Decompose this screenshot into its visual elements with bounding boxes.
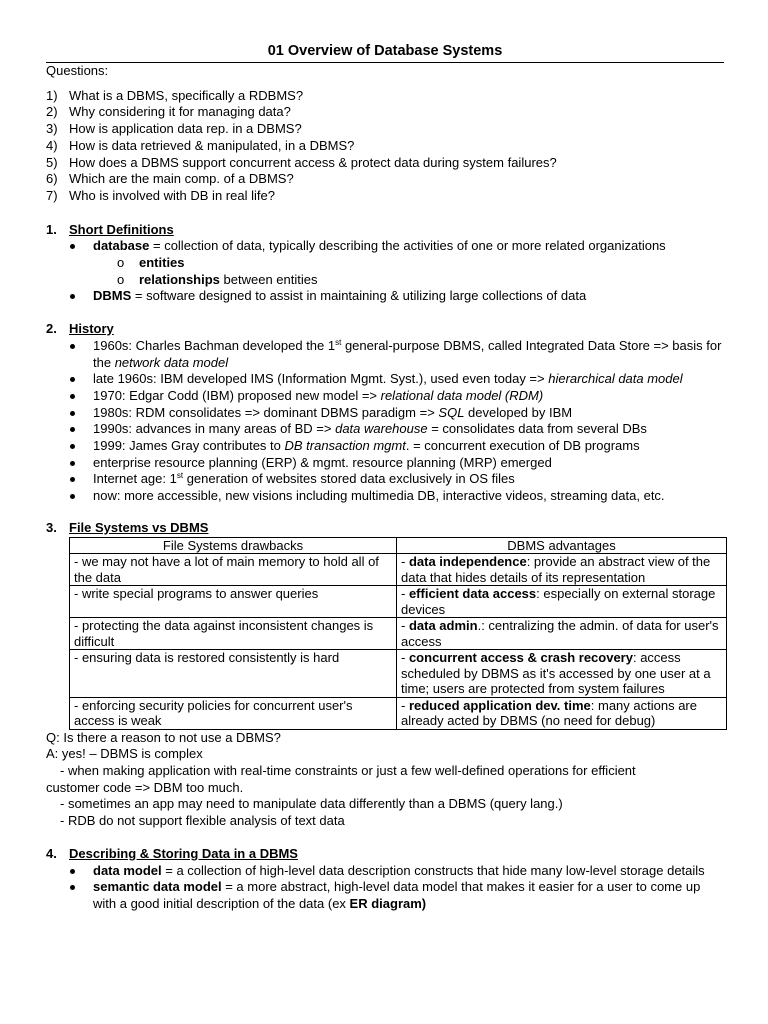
history-item	[46, 438, 726, 455]
section-describing-storing-data	[46, 846, 726, 913]
advantage-cell	[397, 650, 727, 698]
sub-bullet-text	[139, 255, 185, 270]
section-title: Describing & Storing Data in a DBMS	[69, 845, 298, 861]
question-number: 4)	[46, 137, 58, 153]
drawback-cell: - ensuring data is restored consistently is hard	[70, 650, 397, 698]
text-run: : access scheduled by DBMS as it's accessed by one user at a time; users are protected from system failures	[401, 650, 711, 697]
text-run: data warehouse	[335, 421, 428, 437]
bullet-item-database	[46, 238, 726, 255]
text-run: Internet age: 1	[93, 471, 177, 487]
text-run: = consolidates data from several DBs	[427, 421, 647, 437]
page-title: 01 Overview of Database Systems	[267, 43, 503, 59]
text-run: = a more abstract, high-level data model that makes it easier for a user to come up with a good initial description of the data (ex	[93, 879, 701, 911]
question-item	[46, 138, 726, 155]
question-item	[46, 88, 726, 105]
section-file-systems-vs-dbms	[46, 520, 726, 830]
history-item	[46, 405, 726, 422]
text-run: -	[401, 618, 409, 634]
text-run: DBMS	[93, 288, 132, 304]
history-item	[46, 471, 726, 488]
bullet-item-dbms	[46, 288, 726, 305]
question-item	[46, 155, 726, 172]
section-title: File Systems vs DBMS	[69, 519, 209, 535]
table-row	[70, 650, 727, 698]
text-run: st	[335, 337, 342, 347]
document-body	[46, 63, 726, 913]
section-number: 4.	[46, 845, 57, 861]
history-item	[46, 388, 726, 405]
advantage-cell	[397, 697, 727, 729]
history-list	[46, 338, 726, 505]
section-number: 2.	[46, 321, 57, 337]
sub-bullet-text	[139, 272, 318, 287]
table-header-row	[70, 537, 727, 554]
question-item	[46, 171, 726, 188]
sub-bullet-item	[46, 255, 726, 272]
question-text: How is application data rep. in a DBMS?	[69, 121, 302, 137]
reason-continuation: customer code => DBM too much.	[46, 779, 244, 795]
question-item	[46, 121, 726, 138]
sub-bullet-marker: o	[117, 271, 125, 287]
text-run: data model	[93, 862, 162, 878]
history-item	[46, 421, 726, 438]
text-run: 1970: Edgar Codd (IBM) proposed new model =>	[93, 387, 381, 403]
text-run: 1990s: advances in many areas of BD =>	[93, 421, 336, 437]
drawback-cell: - write special programs to answer queries	[70, 586, 397, 618]
text-run: database	[93, 238, 150, 254]
question-text: Who is involved with DB in real life?	[69, 187, 275, 203]
question-text: What is a DBMS, specifically a RDBMS?	[69, 87, 304, 103]
table-row	[70, 554, 727, 586]
question-number: 6)	[46, 171, 58, 187]
bullet-list	[46, 288, 726, 305]
text-run: = a collection of high-level data description constructs that hide many low-level storage details	[161, 862, 705, 878]
text-run: hierarchical data model	[548, 371, 683, 387]
text-run: now: more accessible, new visions including multimedia DB, interactive videos, streaming data, etc.	[93, 488, 665, 504]
text-run: data independence	[408, 554, 527, 570]
section-heading	[46, 846, 726, 863]
sub-bullet-item	[46, 272, 726, 289]
question-number: 2)	[46, 104, 58, 120]
text-run: concurrent access & crash recovery	[408, 650, 633, 666]
drawback-cell: - protecting the data against inconsistent changes is difficult	[70, 618, 397, 650]
text-run: -	[401, 554, 409, 570]
question-text: How is data retrieved & manipulated, in a DBMS?	[69, 137, 355, 153]
question-number: 7)	[46, 187, 58, 203]
question-number: 3)	[46, 121, 58, 137]
advantage-cell	[397, 586, 727, 618]
question-line: Q: Is there a reason to not use a DBMS?	[46, 729, 281, 745]
drawback-cell: - we may not have a lot of main memory to hold all of the data	[70, 554, 397, 586]
text-run: : especially on external storage devices	[401, 586, 716, 617]
text-run: late 1960s: IBM developed IMS (Information Mgmt. Syst.), used even today =>	[93, 371, 549, 387]
text-run: = software designed to assist in maintaining & utilizing large collections of data	[131, 288, 587, 304]
text-run: -	[401, 650, 409, 666]
table-row	[70, 586, 727, 618]
section-number: 1.	[46, 221, 57, 237]
question-item	[46, 188, 726, 205]
questions-label: Questions:	[46, 63, 109, 78]
comparison-table	[69, 537, 727, 730]
history-item	[46, 455, 726, 472]
history-item	[46, 371, 726, 388]
section-short-definitions	[46, 222, 726, 306]
advantage-cell	[397, 554, 727, 586]
bullet-list	[46, 238, 726, 255]
question-item	[46, 104, 726, 121]
text-run: -	[401, 697, 409, 713]
reason-line: - RDB do not support flexible analysis of text data	[60, 813, 345, 829]
question-number: 1)	[46, 87, 58, 103]
table-row	[70, 618, 727, 650]
section-title: Short Definitions	[69, 221, 174, 237]
section-heading	[46, 222, 726, 239]
text-run: DB transaction mgmt	[284, 438, 406, 454]
section-title: History	[69, 321, 114, 337]
advantage-cell	[397, 618, 727, 650]
text-run: between entities	[219, 271, 318, 287]
text-run: 1960s: Charles Bachman developed the 1	[93, 337, 336, 353]
text-run: ER diagram)	[349, 895, 427, 911]
answer-line: A: yes! – DBMS is complex	[46, 746, 203, 762]
section-number: 3.	[46, 519, 57, 535]
text-run: generation of websites stored data exclusively in OS files	[183, 471, 515, 487]
text-run: network data model	[114, 354, 229, 370]
questions-list	[46, 88, 726, 205]
question-text: How does a DBMS support concurrent access & protect data during system failures?	[69, 154, 557, 170]
text-run: . = concurrent execution of DB programs	[405, 438, 640, 454]
bullet-list	[46, 863, 726, 913]
text-run: enterprise resource planning (ERP) & mgmt. resource planning (MRP) emerged	[93, 454, 552, 470]
sub-bullet-marker: o	[117, 255, 125, 271]
section-heading	[46, 321, 726, 338]
text-run: : many actions are already acted by DBMS (no need for debug)	[401, 697, 697, 729]
text-run: developed by IBM	[464, 404, 573, 420]
question-text: Why considering it for managing data?	[69, 104, 291, 120]
text-run: -	[401, 586, 409, 602]
text-run: 1980s: RDM consolidates => dominant DBMS paradigm =>	[93, 404, 439, 420]
section-heading	[46, 520, 726, 537]
question-text: Which are the main comp. of a DBMS?	[69, 171, 294, 187]
text-run: st	[176, 471, 184, 481]
drawback-cell: - enforcing security policies for concurrent user's access is weak	[70, 697, 397, 729]
text-run: general-purpose DBMS, called Integrated Data Store => basis for the	[93, 337, 722, 370]
question-number: 5)	[46, 154, 58, 170]
text-run: data admin	[408, 618, 478, 634]
bullet-item	[46, 863, 726, 880]
text-run: SQL	[438, 404, 465, 420]
reason-line: - when making application with real-time constraints or just a few well-defined operations for efficient	[60, 762, 636, 778]
reason-line: - sometimes an app may need to manipulate data differently than a DBMS (query lang.)	[60, 796, 563, 812]
text-run: entities	[139, 255, 185, 271]
column-header: File Systems drawbacks	[70, 537, 397, 554]
text-run: relationships	[139, 271, 220, 287]
sub-bullet-list	[46, 255, 726, 288]
text-run: reduced application dev. time	[408, 697, 591, 713]
text-run: 1999: James Gray contributes to	[93, 438, 285, 454]
table-row	[70, 697, 727, 729]
text-run: relational data model (RDM)	[380, 387, 544, 403]
column-header: DBMS advantages	[397, 537, 727, 554]
text-run: = collection of data, typically describing the activities of one or more related organizations	[149, 238, 666, 254]
text-run: .: centralizing the admin. of data for user's access	[401, 618, 719, 649]
text-run: semantic data model	[93, 879, 222, 895]
history-item	[46, 338, 726, 371]
history-item	[46, 488, 726, 505]
text-run: : provide an abstract view of the data that hides details of its representation	[401, 554, 711, 585]
bullet-item	[46, 879, 726, 912]
text-run: efficient data access	[408, 586, 537, 602]
section-history	[46, 321, 726, 505]
